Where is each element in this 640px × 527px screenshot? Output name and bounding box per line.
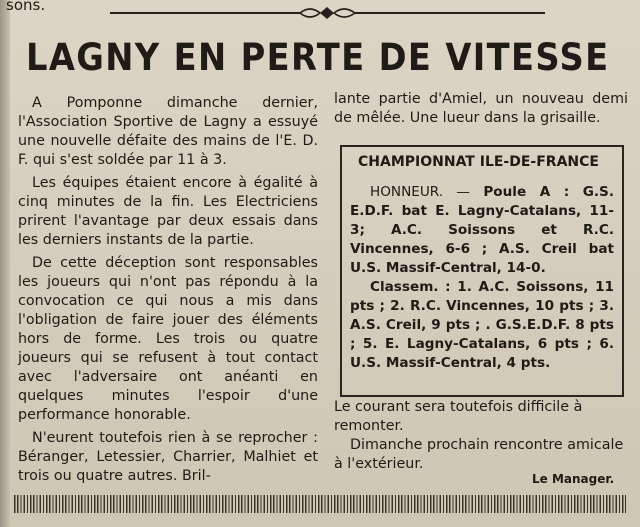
box-body (350, 183, 614, 373)
paragraph-3: De cette déception sont responsables les joueurs qui n'ont pas répondu à la convocation ce qui nous a mis dans l'obligation de faire jouer des éléments hors de forme. Les trois ou quatre joueurs qui se refusent à tout contact avec l'adversaire ont anéanti en quelques minutes l'espoir d'une performance honorable. (18, 255, 318, 423)
left-column (18, 94, 318, 490)
previous-article-tail: sons. (6, 0, 46, 14)
paragraph-4: N'eurent toutefois rien à se reprocher : Béranger, Letessier, Charrier, Malhiet et trois ou quatre autres. Bril- (18, 430, 318, 484)
bottom-hatched-rule (14, 495, 626, 513)
closing-paragraph-2: Dimanche prochain rencontre amicale à l'extérieur. (334, 437, 624, 472)
closing-paragraphs (334, 398, 624, 474)
ornamental-divider (110, 4, 545, 22)
closing-paragraph-1: Le courant sera toutefois difficile à remonter. (334, 399, 583, 434)
box-title: CHAMPIONNAT ILE-DE-FRANCE (358, 154, 599, 170)
standings-text: Classem. : 1. A.C. Soissons, 11 pts ; 2. R.C. Vincennes, 10 pts ; 3. A.S. Creil, 9 pts ; . G.S.E.D.F. 8 pts ; 5. E. Lagny-Catalans, 6 pts ; 6. U.S. Massif-Central, 4 pts. (350, 279, 614, 371)
right-column-continuation (334, 90, 628, 128)
championship-results-box (340, 145, 624, 397)
article-headline: LAGNY EN PERTE DE VITESSE (26, 36, 610, 79)
page-fold-shadow (0, 0, 10, 527)
paragraph-1: A Pomponne dimanche dernier, l'Association Sportive de Lagny a essuyé une nouvelle défaite des mains de l'E. D. F. qui s'est soldée par 11 à 3. (18, 95, 318, 168)
honneur-text: Poule A : G.S. E.D.F. bat E. Lagny-Catalans, 11-3; A.C. Soissons et R.C. Vincennes, 6-6 ; A.S. Creil bat U.S. Massif-Central, 14-0. (350, 184, 614, 276)
author-signature: Le Manager. (532, 472, 615, 486)
paragraph-2: Les équipes étaient encore à égalité à cinq minutes de la fin. Les Electriciens prirent l'avantage par deux essais dans les derniers instants de la partie. (18, 175, 318, 248)
honneur-results (350, 183, 614, 278)
honneur-label: HONNEUR. — (370, 184, 470, 200)
continuation-text: lante partie d'Amiel, un nouveau demi de mêlée. Une lueur dans la grisaille. (334, 91, 628, 126)
